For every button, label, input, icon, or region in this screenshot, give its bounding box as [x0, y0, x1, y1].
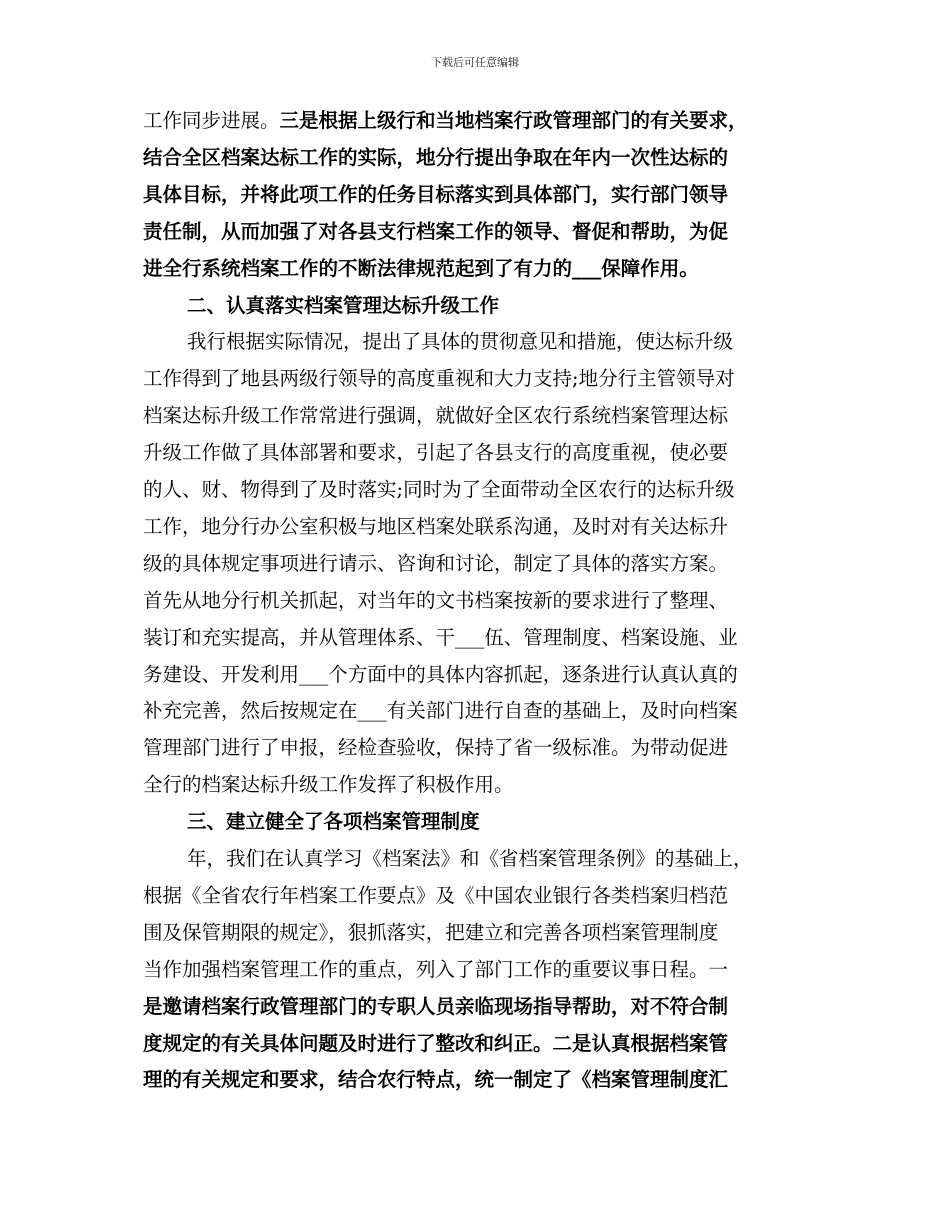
text-span: 升级工作做了具体部署和要求，引起了各县支行的高度重视，使必要 [143, 441, 729, 465]
text-line [143, 365, 735, 393]
text-span: 度规定的有关具体问题及时进行了整改和纠正。二是认真根据档案管 [143, 1031, 729, 1055]
text-span: 结合全区档案达标工作的实际，地分行提出争取在年内一次性达标的 [143, 145, 729, 169]
text-span: 围及保管期限的规定》，狠抓落实，把建立和完善各项档案管理制度 [143, 920, 719, 944]
text-line [143, 734, 728, 762]
text-line [187, 328, 733, 356]
text-span: 管理部门进行了申报，经检查验收，保持了省一级标准。为带动促进 [143, 736, 729, 760]
text-span: 首先从地分行机关抓起，对当年的文书档案按新的要求进行了整理、 [143, 588, 729, 612]
text-line [143, 993, 728, 1021]
text-span: 具体目标，并将此项工作的任务目标落实到具体部门，实行部门领导 [143, 182, 729, 206]
text-line [143, 550, 728, 578]
text-span: 年，我们在认真学习《档案法》和《省档案管理条例》的基础上， [187, 847, 753, 870]
text-span: 根据《全省农行年档案工作要点》及《中国农业银行各类档案归档范 [143, 883, 729, 907]
text-line [143, 697, 738, 725]
text-span: 三是根据上级行和当地档案行政管理部门的有关要求， [279, 109, 748, 132]
text-span: 级的具体规定事项进行请示、咨询和讨论，制定了具体的落实方案。 [143, 551, 729, 575]
page-header: 下载后可任意编辑 [431, 56, 519, 69]
text-line [187, 845, 753, 873]
text-line [143, 587, 728, 615]
text-line [143, 181, 728, 209]
text-line [143, 476, 735, 504]
text-line [143, 956, 728, 984]
text-span: 我行根据实际情况，提出了具体的贯彻意见和措施，使达标升级 [187, 330, 734, 354]
text-span: 补充完善，然后按规定在___有关部门进行自查的基础上，及时向档案 [143, 699, 738, 723]
text-span: 工作，地分行办公室积极与地区档案处联系沟通，及时对有关达标升 [143, 514, 729, 538]
text-span: 三、建立健全了各项档案管理制度 [187, 810, 480, 834]
text-line [143, 1066, 728, 1094]
text-span: 工作得到了地县两级行领导的高度重视和大力支持;地分行主管领导对 [143, 367, 735, 391]
text-line [143, 107, 748, 135]
text-line [143, 919, 718, 947]
text-span: 务建设、开发利用___个方面中的具体内容抓起，逐条进行认真认真的 [143, 662, 738, 686]
text-line [143, 255, 699, 283]
text-span: 装订和充实提高，并从管理体系、干___伍、管理制度、档案设施、业 [143, 625, 738, 649]
text-line [143, 1030, 728, 1058]
text-line [143, 402, 728, 430]
text-span: 是邀请档案行政管理部门的专职人员亲临现场指导帮助，对不符合制 [143, 994, 729, 1018]
text-line [143, 218, 728, 246]
text-line [187, 292, 499, 320]
text-span: 责任制，从而加强了对各县支行档案工作的领导、督促和帮助，为促 [143, 219, 729, 243]
text-span: 工作同步进展。 [143, 109, 280, 132]
text-span: 的人、财、物得到了及时落实;同时为了全面带动全区农行的达标升级 [143, 478, 735, 501]
text-line [143, 513, 728, 541]
text-line [143, 771, 514, 799]
text-span: 全行的档案达标升级工作发挥了积极作用。 [143, 773, 514, 797]
text-line [143, 439, 728, 467]
text-line [143, 144, 728, 172]
text-line [143, 882, 728, 910]
text-span: 当作加强档案管理工作的重点，列入了部门工作的重要议事日程。一 [143, 957, 729, 981]
text-span: 档案达标升级工作常常进行强调，就做好全区农行系统档案管理达标 [143, 404, 729, 428]
text-line [187, 808, 480, 836]
text-span: 进全行系统档案工作的不断法律规范起到了有力的___保障作用。 [143, 256, 699, 280]
text-span: 理的有关规定和要求，结合农行特点，统一制定了《档案管理制度汇 [143, 1068, 729, 1092]
text-line [143, 661, 738, 689]
text-span: 二、认真落实档案管理达标升级工作 [187, 293, 500, 317]
text-line [143, 624, 738, 652]
